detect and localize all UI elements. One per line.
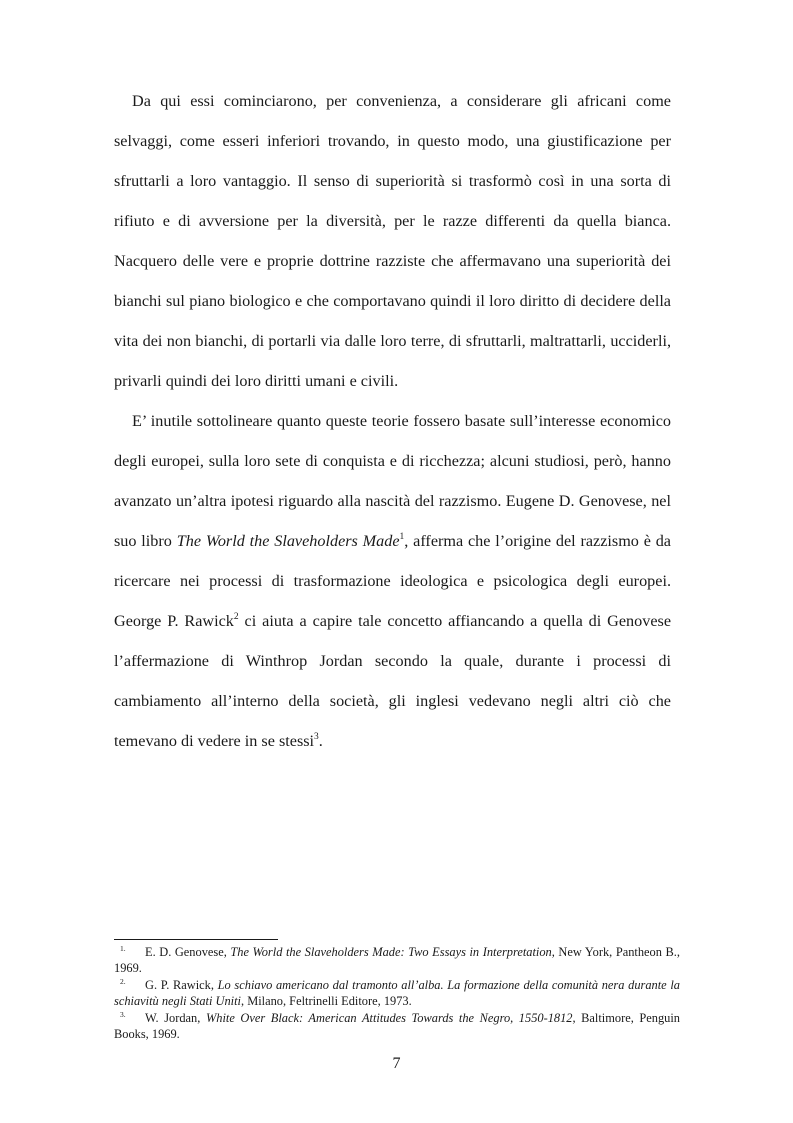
- paragraph-2-text-b: , afferma che l’origine del razzismo è da ricercare nei processi di trasformazione ideologica e psicologica degli europei. George P. Rawick: [114, 532, 671, 630]
- footnote-1: 1. E. D. Genovese, The World the Slaveholders Made: Two Essays in Interpretation, New York, Pantheon B., 1969.: [114, 944, 680, 975]
- footnote-publication: Baltimore, Penguin Books, 1969.: [114, 1011, 680, 1041]
- footnote-author: E. D. Genovese,: [145, 945, 231, 959]
- footnote-publication: , Milano, Feltrinelli Editore, 1973.: [241, 993, 412, 1008]
- footnote-ref-1: 1: [399, 532, 405, 542]
- footnote-title: The World the Slaveholders Made: Two Essays in Interpretation,: [230, 945, 555, 959]
- footnote-publication: New York, Pantheon B., 1969.: [114, 945, 680, 975]
- paragraph-2-text-a: E’ inutile sottolineare quanto queste teorie fossero basate sull’interesse economico degli europei, sulla loro sete di conquista e di ricchezza; alcuni studiosi, però, hanno avanzato un’altra ipotesi riguardo alla nascità del razzismo. Eugene D. Genovese, nel suo libro: [114, 412, 671, 550]
- footnote-3: 3. W. Jordan, White Over Black: American Attitudes Towards the Negro, 1550-1812, Baltimore, Penguin Books, 1969.: [114, 1010, 680, 1041]
- footnote-title: White Over Black: American Attitudes Towards the Negro, 1550-1812,: [205, 1011, 576, 1025]
- page-number: 7: [392, 1055, 401, 1072]
- footnote-ref-2: 2: [233, 612, 239, 622]
- paragraph-2-text-d: .: [318, 732, 323, 750]
- paragraph-1: Da qui essi cominciarono, per convenienza, a considerare gli africani come selvaggi, come esseri inferiori trovando, in questo modo, una giustificazione per sfruttarli a loro vantaggio. Il senso di superiorità si trasformò così in una sorta di rifiuto e di avversione per la diversità, per le razze differenti da quella bianca. Nacquero delle vere e proprie dottrine razziste che affermavano una superiorità dei bianchi sul piano biologico e che comportavano quindi il loro diritto di decidere della vita dei non bianchi, di portarli via dalle loro terre, di sfruttarli, maltrattarli, ucciderli, privarli quindi dei loro diritti umani e civili.: [114, 92, 671, 390]
- footnote-title: Lo schiavo americano dal tramonto all’alba. La formazione della comunità nera durante la schiavitù negli Stati Uniti: [114, 978, 680, 1008]
- paragraph-2: [114, 401, 671, 761]
- footnote-author: W. Jordan,: [145, 1011, 206, 1025]
- footnote-ref-3: 3: [314, 732, 319, 742]
- footnote-separator: [114, 939, 278, 940]
- footnote-2: 2. G. P. Rawick, Lo schiavo americano dal tramonto all’alba. La formazione della comunità nera durante la schiavitù negli Stati Uniti, Milano, Feltrinelli Editore, 1973.: [114, 977, 680, 1008]
- body-text: [114, 81, 671, 761]
- book-title: The World the Slaveholders Made: [176, 532, 400, 550]
- paragraph-2-text-c: ci aiuta a capire tale concetto affiancando a quella di Genovese l’affermazione di Winthrop Jordan secondo la quale, durante i processi di cambiamento all’interno della società, gli inglesi vedevano negli altri ciò che temevano di vedere in se stessi: [114, 612, 672, 750]
- footnotes: [114, 945, 680, 1044]
- footnote-author: G. P. Rawick,: [145, 978, 218, 992]
